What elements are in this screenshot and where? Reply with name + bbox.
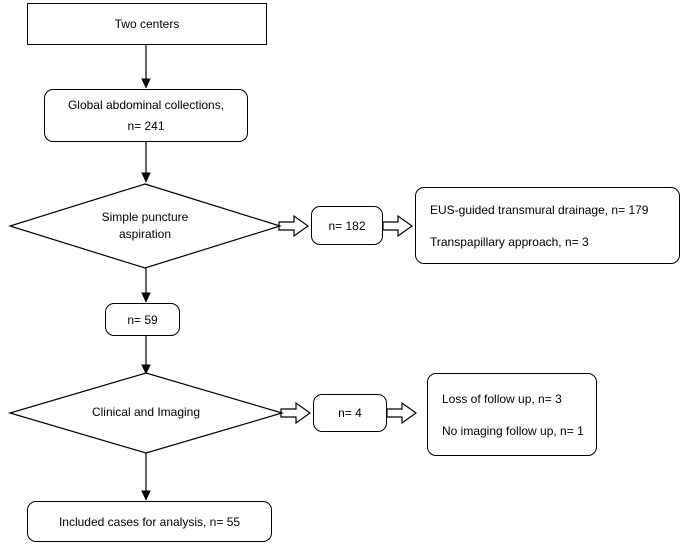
node-followup-detail-line1: Loss of follow up, n= 3 <box>442 391 562 406</box>
node-followup-detail[interactable] <box>427 373 597 456</box>
node-two-centers-label: Two centers <box>114 17 180 31</box>
node-simple-puncture-label-group <box>9 183 281 269</box>
node-two-centers[interactable] <box>27 3 267 45</box>
node-clinical-imaging[interactable] <box>9 372 283 454</box>
node-drainage-detail-line1: EUS-guided transmural drainage, n= 179 <box>430 202 649 217</box>
node-n4[interactable] <box>313 394 387 432</box>
node-n182-label: n= 182 <box>328 218 366 233</box>
node-n59[interactable] <box>105 303 180 336</box>
block-arrow-n4-to-followup <box>387 403 416 423</box>
node-global-collections[interactable] <box>44 89 248 142</box>
node-included-cases[interactable] <box>27 501 272 542</box>
block-arrow-n182-to-drainage <box>383 216 412 236</box>
node-n59-label: n= 59 <box>127 312 158 327</box>
node-included-cases-label: Included cases for analysis, n= 55 <box>58 514 241 529</box>
node-simple-puncture-line1: Simple puncture <box>101 209 189 224</box>
block-arrow-clinical-to-n4 <box>281 403 310 423</box>
node-clinical-imaging-label-group <box>9 372 283 454</box>
node-global-collections-line2: n= 241 <box>127 119 165 133</box>
node-drainage-detail[interactable] <box>415 187 680 264</box>
node-simple-puncture-aspiration[interactable] <box>9 183 281 269</box>
node-n182[interactable] <box>311 206 383 245</box>
node-clinical-imaging-label: Clinical and Imaging <box>91 405 201 420</box>
block-arrow-puncture-to-n182 <box>279 216 308 236</box>
node-drainage-detail-line2: Transpapillary approach, n= 3 <box>430 234 589 249</box>
node-simple-puncture-line2: aspiration <box>118 227 172 241</box>
node-global-collections-line1: Global abdominal collections, <box>67 98 225 112</box>
node-n4-label: n= 4 <box>338 406 362 420</box>
node-followup-detail-line2: No imaging follow up, n= 1 <box>442 423 584 438</box>
